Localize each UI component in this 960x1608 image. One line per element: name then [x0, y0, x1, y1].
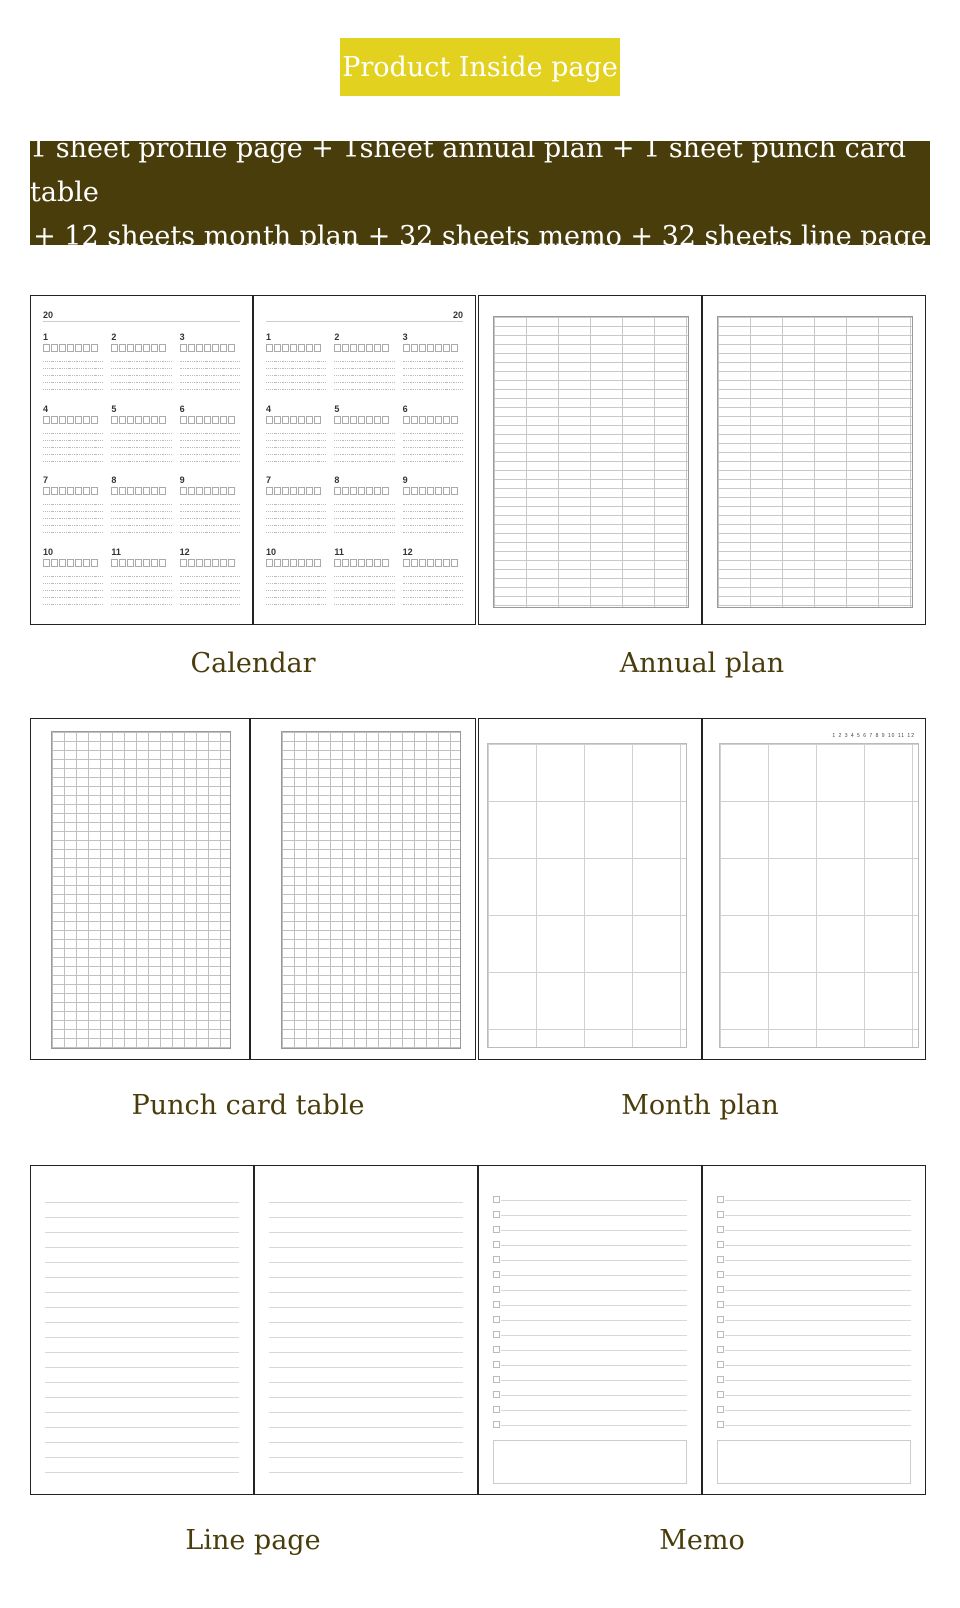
calendar-month-number: 8 [111, 475, 117, 485]
calendar-weekday-boxes [43, 487, 103, 495]
banner-line-1: 1 sheet profile page + 1sheet annual plan + 1 sheet punch card table [30, 133, 907, 208]
calendar-month [180, 404, 240, 470]
calendar-month-number: 2 [111, 332, 117, 342]
calendar-year-left: 20 [43, 310, 54, 320]
calendar-year-right: 20 [452, 310, 463, 320]
calendar-month-number: 4 [43, 403, 49, 414]
calendar-day-grid [403, 427, 463, 462]
calendar-day-grid [43, 570, 103, 605]
memo-checkbox [717, 1391, 724, 1398]
punch-card-grid [281, 731, 461, 1049]
calendar-weekday-boxes [334, 487, 394, 495]
month-plan-page-left [478, 718, 702, 1060]
memo-page-right [702, 1165, 926, 1495]
calendar-month [334, 332, 394, 398]
calendar-weekday-boxes [111, 487, 171, 495]
punch-card-page-left [30, 718, 250, 1060]
calendar-day-grid [334, 355, 394, 390]
calendar-day-grid [334, 427, 394, 462]
calendar-weekday-boxes [43, 344, 103, 352]
calendar-month [266, 547, 326, 613]
calendar-weekday-boxes [266, 487, 326, 495]
calendar-weekday-boxes [334, 344, 394, 352]
caption-punch-card: Punch card table [131, 1090, 365, 1121]
calendar-month [180, 332, 240, 398]
calendar-day-grid [266, 355, 326, 390]
month-plan-page-right [702, 718, 926, 1060]
memo-checkbox [493, 1211, 500, 1218]
memo-checkbox [717, 1286, 724, 1293]
calendar-day-grid [43, 427, 103, 462]
memo-checkbox [717, 1301, 724, 1308]
memo-checkbox [493, 1346, 500, 1353]
caption-annual-plan: Annual plan [619, 648, 785, 679]
memo-checkbox [717, 1271, 724, 1278]
calendar-day-grid [180, 427, 240, 462]
calendar-weekday-boxes [111, 559, 171, 567]
calendar-month-number: 9 [179, 475, 185, 485]
calendar-weekday-boxes [180, 559, 240, 567]
memo-lines [725, 1186, 911, 1434]
calendar-month [111, 404, 171, 470]
calendar-day-grid [111, 498, 171, 533]
memo-checkbox [493, 1331, 500, 1338]
calendar-month [334, 547, 394, 613]
memo-checkbox [493, 1361, 500, 1368]
punch-card-page-right [250, 718, 476, 1060]
banner-line-2: + 12 sheets month plan + 32 sheets memo + 32 sheets line page [33, 221, 927, 252]
calendar-month [43, 404, 103, 470]
contents-banner [30, 133, 930, 252]
calendar-month [111, 547, 171, 613]
memo-checkbox [493, 1196, 500, 1203]
memo-checkbox [717, 1376, 724, 1383]
calendar-day-grid [334, 570, 394, 605]
calendar-weekday-boxes [403, 487, 463, 495]
annual-plan-table [493, 316, 689, 608]
calendar-month [43, 547, 103, 613]
calendar-month-number: 12 [179, 546, 190, 557]
calendar-month-number: 8 [334, 475, 340, 485]
memo-page-left [478, 1165, 702, 1495]
calendar-weekday-boxes [43, 416, 103, 424]
calendar-weekday-boxes [111, 416, 171, 424]
memo-checkbox [717, 1316, 724, 1323]
calendar-month [403, 547, 463, 613]
calendar-weekday-boxes [266, 344, 326, 352]
memo-checkbox [493, 1226, 500, 1233]
memo-checkbox [717, 1256, 724, 1263]
calendar-day-grid [111, 427, 171, 462]
memo-notes-box [717, 1440, 911, 1484]
calendar-month [403, 332, 463, 398]
memo-checkbox [493, 1256, 500, 1263]
calendar-month-number: 3 [402, 332, 408, 342]
caption-calendar: Calendar [190, 648, 316, 679]
month-selector-row: 1 2 3 4 5 6 7 8 9 10 11 12 [832, 733, 915, 739]
calendar-day-grid [111, 570, 171, 605]
memo-checkbox [493, 1241, 500, 1248]
calendar-month-number: 2 [334, 332, 340, 342]
calendar-day-grid [266, 427, 326, 462]
calendar-day-grid [266, 498, 326, 533]
calendar-month-number: 10 [43, 546, 54, 557]
calendar-month [43, 332, 103, 398]
memo-checkbox [717, 1406, 724, 1413]
annual-plan-page-right [702, 295, 926, 625]
calendar-month [266, 332, 326, 398]
calendar-day-grid [403, 498, 463, 533]
calendar-day-grid [111, 355, 171, 390]
memo-checkbox [493, 1271, 500, 1278]
calendar-month [111, 332, 171, 398]
calendar-day-grid [180, 498, 240, 533]
memo-checkbox [717, 1241, 724, 1248]
memo-checkbox [493, 1406, 500, 1413]
punch-card-grid [51, 731, 231, 1049]
memo-notes-box [493, 1440, 687, 1484]
memo-checkbox [717, 1346, 724, 1353]
calendar-month-number: 6 [402, 403, 408, 414]
caption-memo: Memo [659, 1525, 745, 1556]
calendar-month-number: 7 [266, 475, 272, 485]
calendar-weekday-boxes [266, 559, 326, 567]
calendar-month-number: 5 [334, 403, 340, 414]
calendar-month-number: 5 [111, 403, 117, 414]
memo-checkbox [493, 1421, 500, 1428]
memo-checkbox [717, 1211, 724, 1218]
month-plan-grid [487, 743, 687, 1048]
memo-checkbox [717, 1421, 724, 1428]
calendar-weekday-boxes [403, 344, 463, 352]
calendar-day-grid [334, 498, 394, 533]
calendar-weekday-boxes [180, 487, 240, 495]
calendar-month-number: 4 [266, 403, 272, 414]
line-page-left [30, 1165, 254, 1495]
ruled-lines [269, 1188, 463, 1480]
calendar-weekday-boxes [180, 416, 240, 424]
product-inside-badge: Product Inside page [340, 38, 620, 96]
calendar-month-number: 6 [179, 403, 185, 414]
memo-checkbox [717, 1226, 724, 1233]
memo-checkbox [717, 1361, 724, 1368]
calendar-month-number: 3 [179, 332, 185, 342]
calendar-page-left [30, 295, 253, 625]
memo-lines [501, 1186, 687, 1434]
caption-line-page: Line page [185, 1525, 321, 1556]
line-page-right [254, 1165, 478, 1495]
calendar-month [266, 404, 326, 470]
calendar-day-grid [266, 570, 326, 605]
calendar-day-grid [43, 498, 103, 533]
calendar-page-header [266, 310, 463, 322]
month-plan-grid [719, 743, 919, 1048]
memo-checkbox [493, 1316, 500, 1323]
calendar-weekday-boxes [334, 559, 394, 567]
memo-checkbox [493, 1286, 500, 1293]
calendar-month [111, 475, 171, 541]
calendar-month-grid [43, 332, 240, 612]
annual-plan-page-left [478, 295, 702, 625]
calendar-month-grid [266, 332, 463, 612]
calendar-page-right [253, 295, 476, 625]
calendar-day-grid [180, 355, 240, 390]
calendar-weekday-boxes [111, 344, 171, 352]
calendar-day-grid [43, 355, 103, 390]
calendar-weekday-boxes [180, 344, 240, 352]
calendar-month [180, 547, 240, 613]
ruled-lines [45, 1188, 239, 1480]
calendar-month [43, 475, 103, 541]
calendar-month-number: 11 [111, 546, 121, 557]
annual-plan-table [717, 316, 913, 608]
calendar-month [403, 404, 463, 470]
calendar-weekday-boxes [334, 416, 394, 424]
memo-checkbox [717, 1331, 724, 1338]
calendar-weekday-boxes [266, 416, 326, 424]
memo-checkbox [493, 1391, 500, 1398]
calendar-month-number: 1 [43, 332, 49, 342]
calendar-weekday-boxes [403, 416, 463, 424]
calendar-month-number: 9 [402, 475, 408, 485]
calendar-month-number: 11 [334, 546, 344, 557]
calendar-page-header [43, 310, 240, 322]
calendar-month-number: 1 [266, 332, 272, 342]
calendar-month [334, 404, 394, 470]
calendar-weekday-boxes [43, 559, 103, 567]
calendar-month [403, 475, 463, 541]
calendar-month [180, 475, 240, 541]
calendar-weekday-boxes [403, 559, 463, 567]
calendar-day-grid [403, 570, 463, 605]
calendar-month-number: 12 [402, 546, 413, 557]
calendar-day-grid [403, 355, 463, 390]
calendar-month-number: 10 [266, 546, 277, 557]
calendar-month [334, 475, 394, 541]
calendar-month-number: 7 [43, 475, 49, 485]
calendar-day-grid [180, 570, 240, 605]
memo-checkbox [493, 1376, 500, 1383]
caption-month-plan: Month plan [621, 1090, 779, 1121]
calendar-month [266, 475, 326, 541]
memo-checkbox [717, 1196, 724, 1203]
memo-checkbox [493, 1301, 500, 1308]
